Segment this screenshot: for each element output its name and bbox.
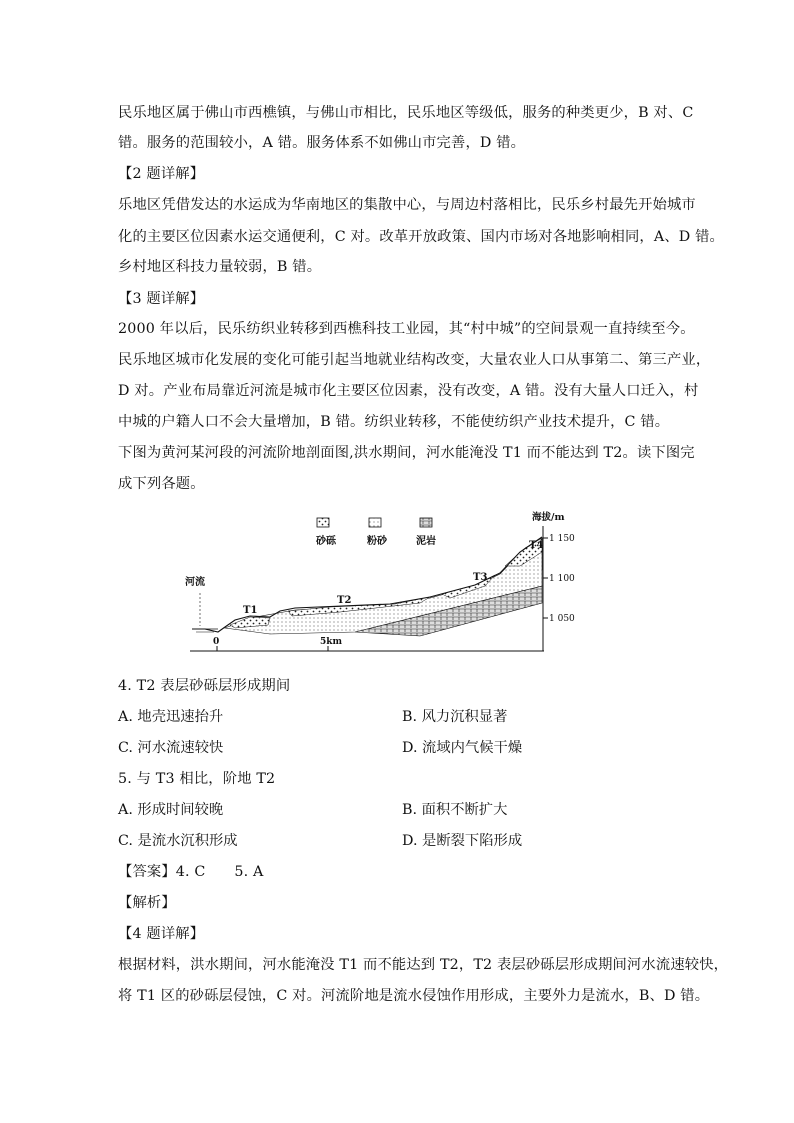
elevation-tick: 1 100 bbox=[549, 574, 575, 584]
river-terrace-profile-diagram bbox=[180, 508, 620, 658]
legend-label: 砂砾 bbox=[316, 536, 336, 547]
legend-gravel-swatch bbox=[317, 518, 329, 527]
section-heading: 【3 题详解】 bbox=[118, 291, 205, 307]
text-line: 将 T1 区的砂砾层侵蚀，C 对。河流阶地是流水侵蚀作用形成，主要外力是流水，B、D 错。 bbox=[118, 988, 710, 1004]
terrace-label-t4: T4 bbox=[529, 540, 544, 551]
terrace-label-t2: T2 bbox=[337, 595, 352, 606]
text-line: 民乐地区城市化发展的变化可能引起当地就业结构改变，大量农业人口从事第二、第三产业， bbox=[118, 352, 711, 368]
terrace-label-t3: T3 bbox=[473, 572, 488, 583]
answer-option: B. 面积不断扩大 bbox=[402, 802, 508, 818]
text-line: 乡村地区科技力量较弱，B 错。 bbox=[118, 259, 322, 275]
text-line: 根据材料，洪水期间，河水能淹没 T1 而不能达到 T2，T2 表层砂砾层形成期间河水流速较快， bbox=[118, 957, 729, 973]
legend bbox=[316, 518, 436, 547]
legend-silt-swatch bbox=[369, 518, 381, 527]
elevation-tick: 1 050 bbox=[549, 614, 575, 624]
section-heading: 【4 题详解】 bbox=[118, 926, 205, 942]
distance-tick: 5km bbox=[320, 637, 343, 647]
answer-option: A. 形成时间较晚 bbox=[118, 802, 224, 818]
question-stem: 5. 与 T3 相比，阶地 T2 bbox=[118, 771, 276, 787]
answer-option: D. 流域内气候干燥 bbox=[402, 740, 523, 756]
section-heading: 【解析】 bbox=[118, 895, 176, 911]
silt-layer bbox=[225, 538, 542, 634]
text-line: 错。服务的范围较小，A 错。服务体系不如佛山市完善，D 错。 bbox=[118, 135, 526, 151]
text-line: 成下列各题。 bbox=[118, 476, 205, 492]
answer-option: B. 风力沉积显著 bbox=[402, 709, 508, 725]
text-line: 2000 年以后，民乐纺织业转移到西樵科技工业园，其“村中城”的空间景观一直持续至今。 bbox=[118, 321, 695, 337]
answer-option: D. 是断裂下陷形成 bbox=[402, 833, 523, 849]
text-line: D 对。产业布局靠近河流是城市化主要区位因素，没有改变，A 错。没有大量人口迁入，村 bbox=[118, 383, 699, 399]
elevation-tick: 1 150 bbox=[549, 534, 575, 544]
river-label: 河流 bbox=[185, 577, 205, 588]
answer-option: C. 是流水沉积形成 bbox=[118, 833, 238, 849]
text-line: 化的主要区位因素水运交通便利，C 对。改革开放政策、国内市场对各地影响相同，A、D 错。 bbox=[118, 229, 724, 245]
distance-tick: 0 bbox=[213, 637, 220, 647]
legend-label: 粉砂 bbox=[367, 536, 387, 547]
answer-option: C. 河水流速较快 bbox=[118, 740, 224, 756]
section-heading: 【2 题详解】 bbox=[118, 166, 205, 182]
elevation-title: 海拔/m bbox=[532, 512, 565, 523]
legend-mudstone-swatch bbox=[420, 518, 432, 527]
text-line: 民乐地区属于佛山市西樵镇，与佛山市相比，民乐地区等级低，服务的种类更少，B 对、C bbox=[118, 105, 694, 121]
text-line: 乐地区凭借发达的水运成为华南地区的集散中心，与周边村落相比，民乐乡村最先开始城市 bbox=[118, 197, 696, 213]
question-stem: 4. T2 表层砂砾层形成期间 bbox=[118, 678, 291, 694]
terrace-label-t1: T1 bbox=[243, 605, 258, 616]
text-line: 下图为黄河某河段的河流阶地剖面图,洪水期间，河水能淹没 T1 而不能达到 T2。读下图完 bbox=[118, 445, 695, 461]
legend-label: 泥岩 bbox=[416, 536, 436, 547]
text-line: 中城的户籍人口不会大量增加，B 错。纺织业转移，不能使纺织产业技术提升，C 错。 bbox=[118, 414, 670, 430]
answer-line: 【答案】4. C 5. A bbox=[118, 864, 264, 880]
answer-option: A. 地壳迅速抬升 bbox=[118, 709, 224, 725]
